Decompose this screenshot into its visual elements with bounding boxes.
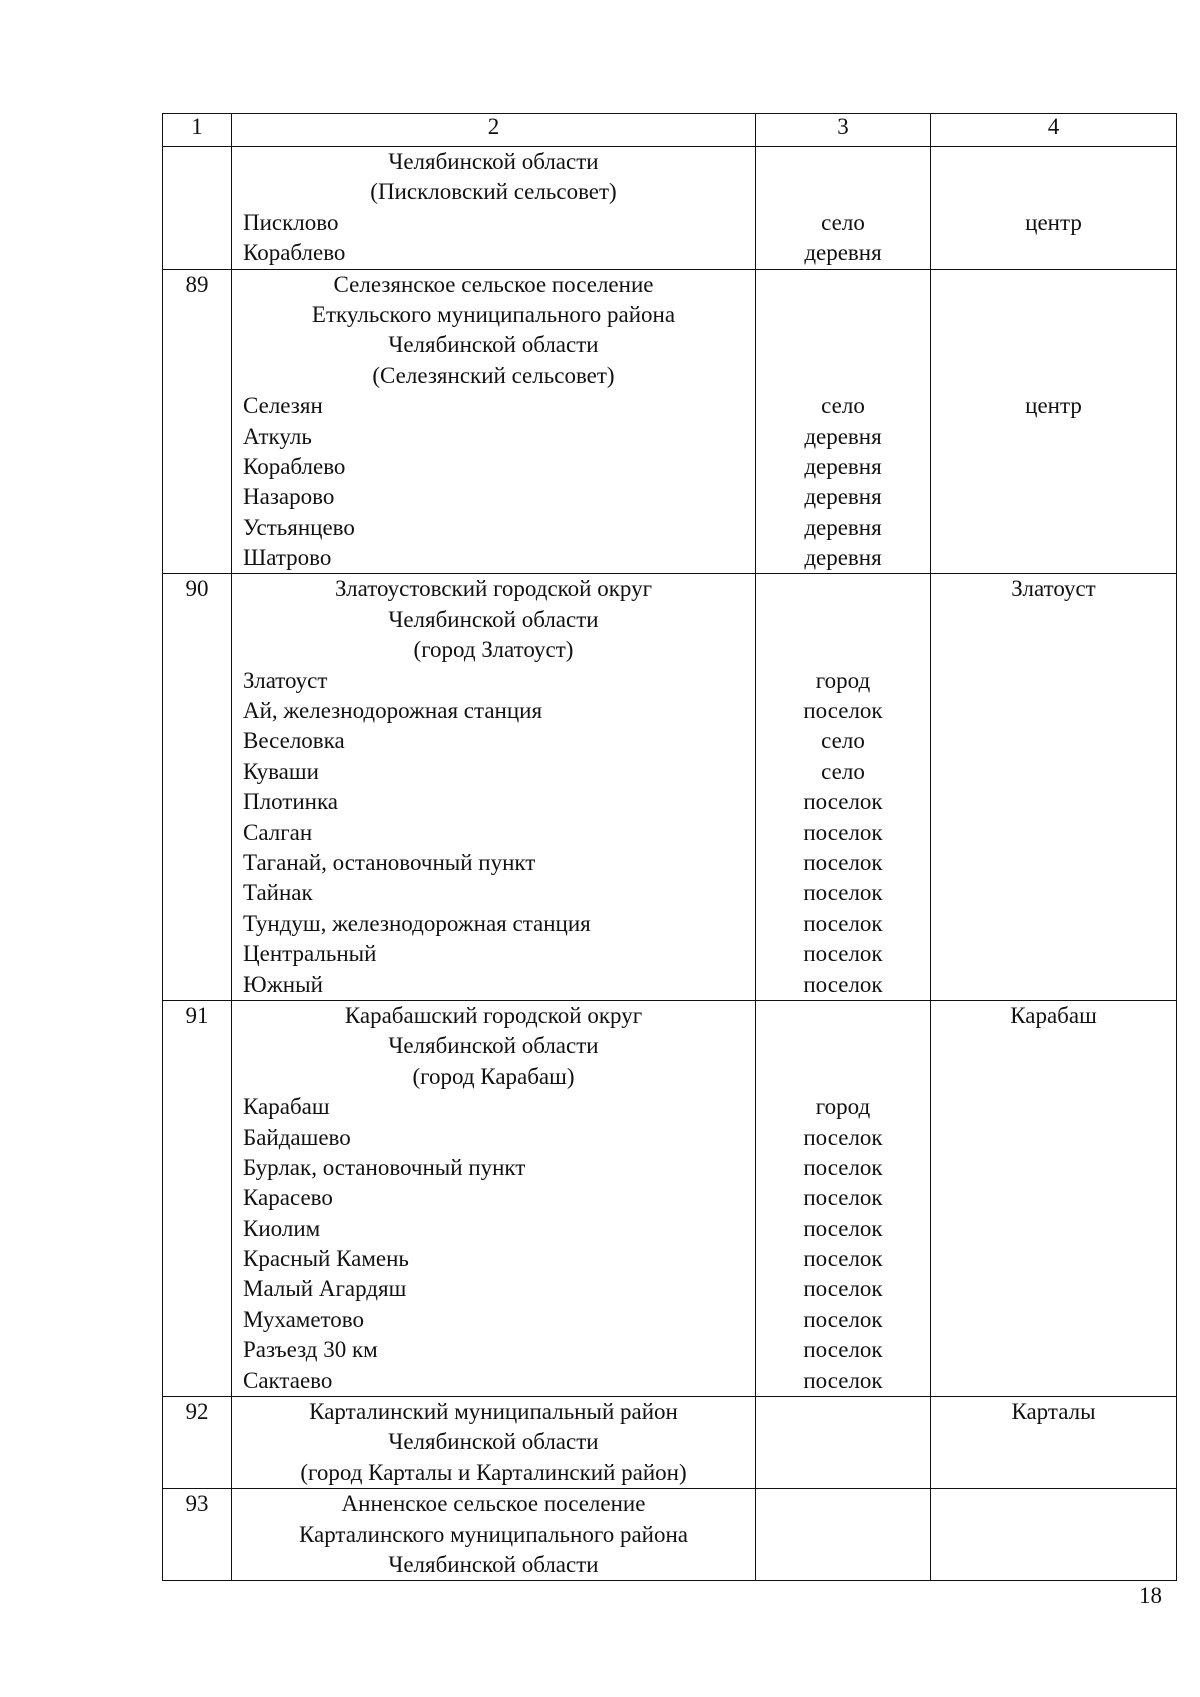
settlement-type-cell	[756, 1000, 931, 1396]
spacer	[931, 635, 1176, 665]
header-col-1: 1	[163, 114, 232, 147]
header-col-4: 4	[931, 114, 1177, 147]
settlement-type: село	[821, 728, 865, 754]
page-number: 18	[1139, 1583, 1162, 1608]
row-number: 92	[185, 1399, 209, 1425]
spacer	[756, 330, 930, 360]
municipality-cell	[232, 1397, 756, 1489]
settlement-type: поселок	[803, 1337, 883, 1363]
settlement-type: поселок	[803, 971, 883, 997]
municipality-title-line: (Селезянский сельсовет)	[372, 362, 615, 388]
settlement-name: Разъезд 30 км	[243, 1337, 378, 1363]
settlement-type-cell	[756, 147, 931, 270]
spacer	[931, 361, 1176, 391]
settlement-type: поселок	[803, 1185, 883, 1211]
spacer	[931, 1520, 1176, 1550]
table-row	[163, 1397, 1177, 1489]
municipality-title-line: Анненское сельское поселение	[341, 1491, 646, 1517]
settlement-type: поселок	[803, 1215, 883, 1241]
row-number: 90	[185, 576, 209, 602]
admin-center-label: Златоуст	[1011, 576, 1096, 602]
spacer	[756, 1489, 930, 1519]
admin-center-cell	[931, 1000, 1177, 1396]
settlement-type-cell	[756, 269, 931, 574]
settlement-name: Таганай, остановочный пункт	[243, 849, 536, 875]
settlement-type: поселок	[803, 1306, 883, 1332]
settlement-type: город	[815, 667, 871, 693]
table-row	[163, 147, 1177, 270]
spacer	[756, 1427, 930, 1457]
row-number-cell	[163, 1000, 232, 1396]
spacer	[756, 1031, 930, 1061]
settlement-name: Устьянцево	[243, 514, 355, 540]
settlement-type: город	[815, 1094, 871, 1120]
settlement-name: Центральный	[243, 941, 377, 967]
settlement-name: Бурлак, остановочный пункт	[243, 1154, 526, 1180]
spacer	[931, 1550, 1176, 1580]
settlement-type: деревня	[804, 484, 882, 510]
settlement-type: село	[821, 393, 865, 419]
municipality-cell	[232, 574, 756, 1000]
settlement-name: Киолим	[243, 1215, 321, 1241]
municipality-title-line: Селезянское сельское поселение	[333, 271, 654, 297]
settlement-type-cell	[756, 1489, 931, 1581]
spacer	[756, 635, 930, 665]
settlement-type: поселок	[803, 910, 883, 936]
municipality-title-line: (город Карталы и Карталинский район)	[300, 1459, 687, 1485]
settlement-type: поселок	[803, 789, 883, 815]
settlement-type: поселок	[803, 880, 883, 906]
spacer	[931, 1031, 1176, 1061]
spacer	[931, 1427, 1176, 1457]
settlement-type: поселок	[803, 1154, 883, 1180]
table-row	[163, 1000, 1177, 1396]
settlement-type: поселок	[803, 698, 883, 724]
spacer	[756, 1062, 930, 1092]
municipality-title-line: Челябинской области	[388, 332, 599, 358]
municipality-title-line: Карталинский муниципальный район	[309, 1399, 678, 1425]
admin-center-label: центр	[1025, 393, 1082, 419]
settlements-table	[162, 113, 1177, 1581]
row-number-cell	[163, 1489, 232, 1581]
settlement-name: Аткуль	[243, 423, 312, 449]
settlement-type: деревня	[804, 423, 882, 449]
settlement-name: Назарово	[243, 484, 335, 510]
admin-center-cell	[931, 1489, 1177, 1581]
settlement-name: Писклово	[243, 209, 339, 235]
settlement-type: село	[821, 209, 865, 235]
settlement-type: поселок	[803, 819, 883, 845]
spacer	[931, 330, 1176, 360]
spacer	[756, 177, 930, 207]
settlement-type: поселок	[803, 1124, 883, 1150]
row-number-cell	[163, 147, 232, 270]
table-row	[163, 574, 1177, 1000]
admin-center-label: Карабаш	[1010, 1002, 1097, 1028]
settlement-name: Карабаш	[243, 1094, 330, 1120]
row-number: 89	[185, 271, 209, 297]
settlement-name: Байдашево	[243, 1124, 351, 1150]
settlement-name: Кораблево	[243, 453, 346, 479]
settlement-name: Малый Агардяш	[243, 1276, 407, 1302]
settlement-name: Селезян	[243, 393, 323, 419]
spacer	[931, 1062, 1176, 1092]
municipality-title-line: Златоустовский городской округ	[334, 576, 653, 602]
table-row	[163, 269, 1177, 574]
settlement-type: деревня	[804, 240, 882, 266]
settlement-type: поселок	[803, 849, 883, 875]
settlement-name: Сактаево	[243, 1367, 333, 1393]
spacer	[756, 270, 930, 300]
spacer	[931, 605, 1176, 635]
municipality-title-line: Челябинской области	[388, 1429, 599, 1455]
settlement-name: Кораблево	[243, 240, 346, 266]
admin-center-cell	[931, 574, 1177, 1000]
settlement-type-cell	[756, 574, 931, 1000]
admin-center-label: Карталы	[1011, 1399, 1096, 1425]
row-number: 93	[185, 1491, 209, 1517]
spacer	[756, 147, 930, 177]
spacer	[756, 1397, 930, 1427]
settlement-name: Мухаметово	[243, 1306, 364, 1332]
admin-center-label: центр	[1025, 209, 1082, 235]
municipality-title-line: Челябинской области	[388, 1033, 599, 1059]
spacer	[756, 1550, 930, 1580]
settlement-name: Ай, железнодорожная станция	[243, 698, 543, 724]
spacer	[931, 300, 1176, 330]
municipality-cell	[232, 147, 756, 270]
settlement-name: Салган	[243, 819, 313, 845]
table-header-row	[163, 114, 1177, 147]
settlement-type-cell	[756, 1397, 931, 1489]
settlement-type: деревня	[804, 545, 882, 571]
settlement-name: Плотинка	[243, 789, 338, 815]
settlement-name: Златоуст	[243, 667, 328, 693]
admin-center-label	[931, 1489, 1176, 1519]
spacer	[931, 270, 1176, 300]
spacer	[756, 1520, 930, 1550]
header-col-2: 2	[232, 114, 756, 147]
settlement-type: деревня	[804, 453, 882, 479]
settlement-type: село	[821, 758, 865, 784]
settlement-type: поселок	[803, 1276, 883, 1302]
municipality-title-line: Карталинского муниципального района	[298, 1521, 689, 1547]
row-number-cell	[163, 1397, 232, 1489]
spacer	[931, 177, 1176, 207]
spacer	[756, 300, 930, 330]
spacer	[756, 1001, 930, 1031]
municipality-cell	[232, 269, 756, 574]
table-row	[163, 1489, 1177, 1581]
header-col-3: 3	[756, 114, 931, 147]
row-number-cell	[163, 574, 232, 1000]
settlement-type: поселок	[803, 1246, 883, 1272]
settlement-name: Тундуш, железнодорожная станция	[243, 910, 591, 936]
municipality-cell	[232, 1000, 756, 1396]
municipality-cell	[232, 1489, 756, 1581]
settlement-type: поселок	[803, 1367, 883, 1393]
spacer	[756, 361, 930, 391]
municipality-title-line: Челябинской области	[388, 149, 599, 174]
settlement-type: поселок	[803, 941, 883, 967]
municipality-title-line: Челябинской области	[388, 606, 599, 632]
settlement-name: Карасево	[243, 1185, 333, 1211]
admin-center-cell	[931, 1397, 1177, 1489]
settlement-name: Куваши	[243, 758, 319, 784]
settlement-type: деревня	[804, 514, 882, 540]
settlement-name: Красный Камень	[243, 1246, 409, 1272]
settlement-name: Веселовка	[243, 728, 345, 754]
municipality-title-line: Карабашский городской округ	[344, 1002, 643, 1028]
settlement-name: Южный	[243, 971, 323, 997]
row-number	[163, 147, 231, 177]
spacer	[931, 1458, 1176, 1488]
spacer	[756, 605, 930, 635]
spacer	[756, 574, 930, 604]
row-number-cell	[163, 269, 232, 574]
municipality-title-line: Еткульского муниципального района	[311, 301, 676, 327]
settlement-name: Тайнак	[243, 880, 313, 906]
admin-center-cell	[931, 147, 1177, 270]
municipality-title-line: Челябинской области	[388, 1551, 599, 1577]
spacer	[931, 147, 1176, 177]
settlement-name: Шатрово	[243, 545, 332, 571]
municipality-title-line: (город Карабаш)	[412, 1063, 575, 1089]
municipality-title-line: (город Златоуст)	[413, 637, 574, 663]
municipality-title-line: (Пискловский сельсовет)	[370, 179, 617, 205]
spacer	[756, 1458, 930, 1488]
admin-center-cell	[931, 269, 1177, 574]
row-number: 91	[185, 1002, 209, 1028]
